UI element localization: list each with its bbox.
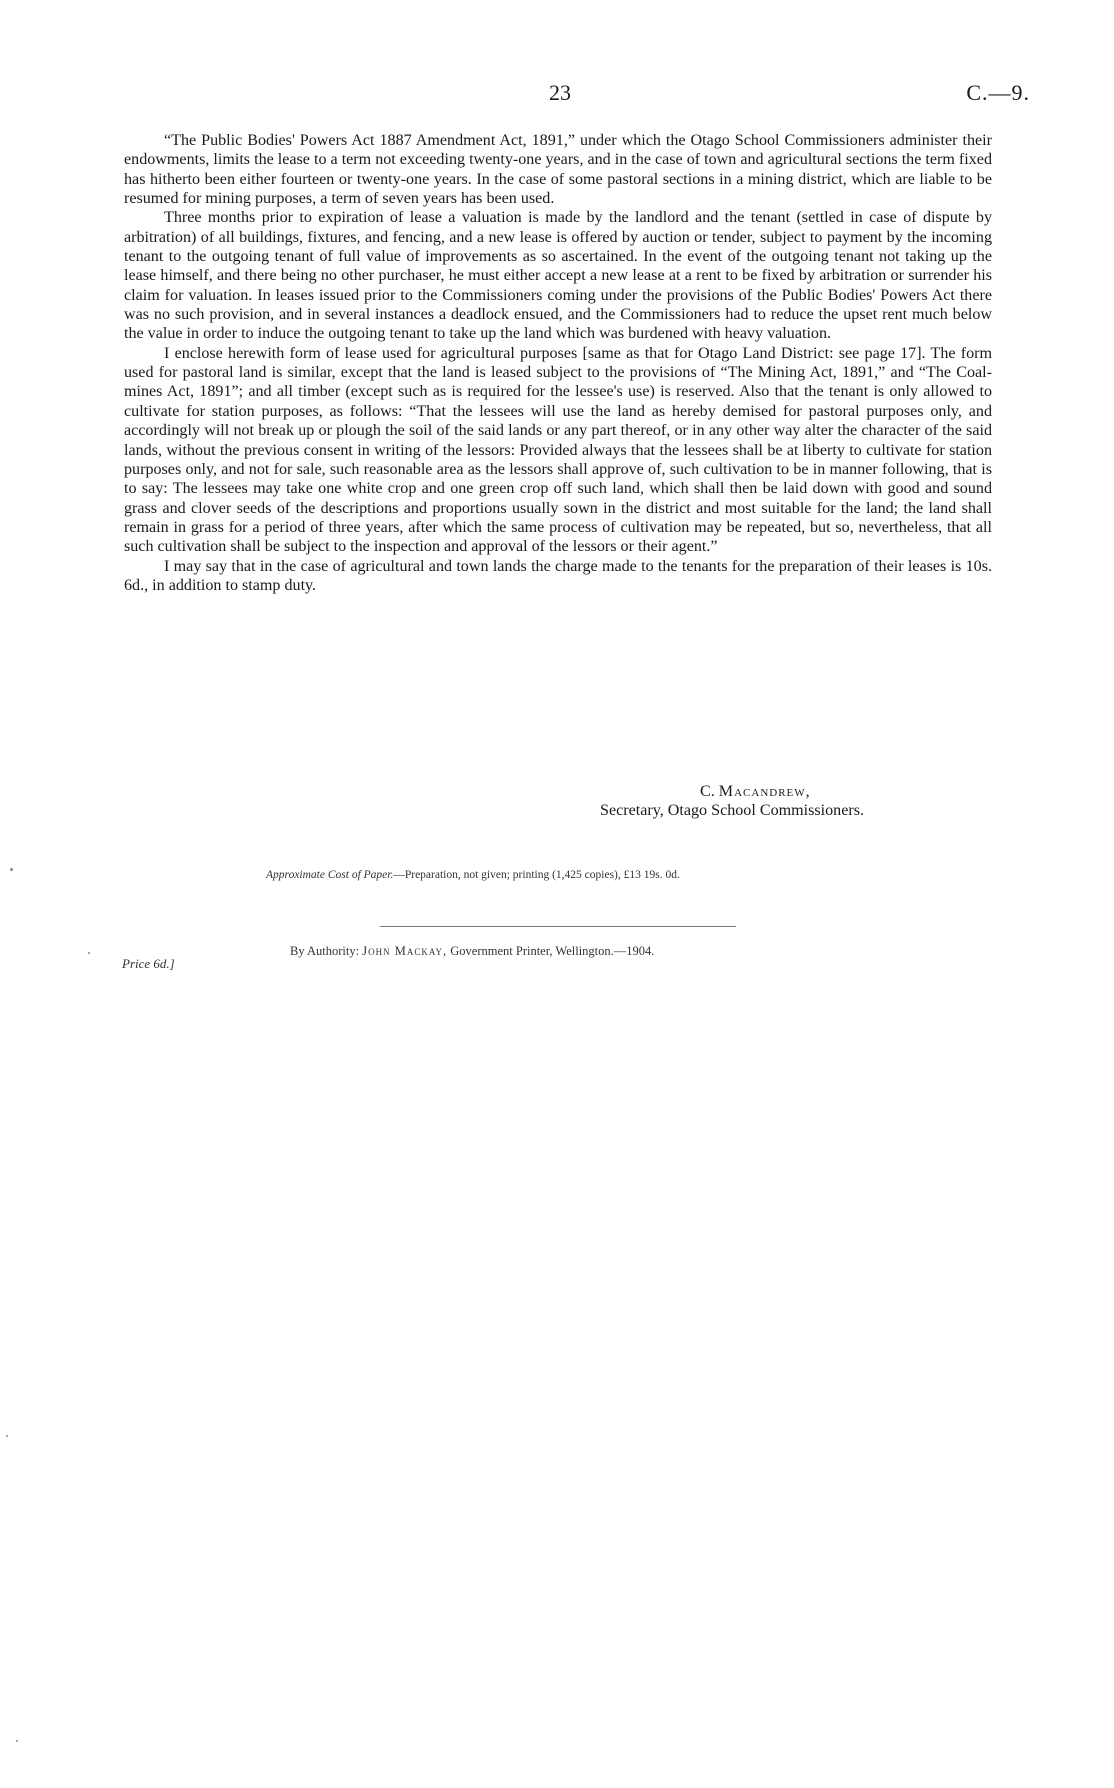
scan-speck <box>6 1435 8 1437</box>
paragraph-lease-form: I enclose herewith form of lease used for agricultural purposes [same as that for Otago Land District: see page 17]. The form used for pastoral land is similar, except that the land is leased subject to the provisions of “The Mining Act, 1891,” and “The Coal-mines Act, 1891”; and all timber (except such as is required for the lessee's use) is reserved. Also that the tenant is only allowed to cultivate for station purposes, as follows: “That the lessees will use the land as hereby demised for pastoral purposes only, and accordingly will not break up or plough the soil of the said lands or any part thereof, or in any other way alter the character of the said lands, without the previous consent in writing of the lessors: Provided always that the lessees shall be at liberty to cultivate for station purposes only, and not for sale, such reasonable area as the lessors shall approve of, such cultivation to be in manner following, that is to say: The lessees may take one white crop and one green crop off such land, which shall then be laid down with good and sound grass and clover seeds of the descriptions and proportions usually sown in the district and most suitable for the land; the land shall remain in grass for a period of three years, after which the same process of cultivation may be repeated, but so, nevertheless, that all such cultivation shall be subject to the inspection and approval of the lessors or their agent.” <box>124 344 992 556</box>
signature-initial: C. <box>700 783 715 800</box>
paragraph-lease-charge: I may say that in the case of agricultural and town lands the charge made to the tenants for the preparation of their leases is 10s. 6d., in addition to stamp duty. <box>124 557 992 594</box>
signature-title: Secretary, Otago School Commissioners. <box>600 802 865 819</box>
cost-note <box>266 869 886 881</box>
price-note: Price 6d.] <box>122 956 175 971</box>
signature-surname: Macandrew, <box>718 783 811 800</box>
paragraph-act-amendment: “The Public Bodies' Powers Act 1887 Amendment Act, 1891,” under which the Otago School Commissioners administer their endowments, limits the lease to a term not exceeding twenty-one years, and in the case of town and agricultural sections the term fixed has hitherto been either fourteen or twenty-one years. In the case of some pastoral sections in a mining district, which are liable to be resumed for mining purposes, a term of seven years has been used. <box>124 132 992 208</box>
footer-divider <box>380 926 736 927</box>
cost-text: —Preparation, not given; printing (1,425 copies), £13 19s. 0d. <box>393 869 680 881</box>
authority-suffix: Government Printer, Wellington.—1904. <box>450 944 655 958</box>
paragraph-valuation: Three months prior to expiration of lease a valuation is made by the landlord and the tenant (settled in case of dispute by arbitration) of all buildings, fixtures, and fencing, and a new lease is offered by auction or tender, subject to payment by the incoming tenant to the outgoing tenant of full value of improvements as so ascertained. In the event of the outgoing tenant not taking up the lease himself, and there being no other purchaser, he must either accept a new lease at a rent to be fixed by arbitration or surrender his claim for valuation. In leases issued prior to the Commissioners coming under the provisions of the Public Bodies' Powers Act there was no such provision, and in several instances a deadlock ensued, and the Commissioners had to reduce the upset rent much below the value in order to induce the outgoing tenant to take up the land which was burdened with heavy valuation. <box>124 209 992 343</box>
printer-name: John Mackay, <box>362 944 448 958</box>
body-text <box>124 131 992 595</box>
scan-speck <box>88 952 90 954</box>
authority-prefix: By Authority: <box>290 944 360 958</box>
document-code: C.—9. <box>966 80 1030 105</box>
scan-speck <box>16 1740 18 1742</box>
cost-label: Approximate Cost of Paper. <box>266 869 394 881</box>
page-number: 23 <box>549 80 571 105</box>
printer-authority <box>290 944 910 959</box>
scan-speck <box>10 868 13 871</box>
signature-name <box>700 783 1000 801</box>
